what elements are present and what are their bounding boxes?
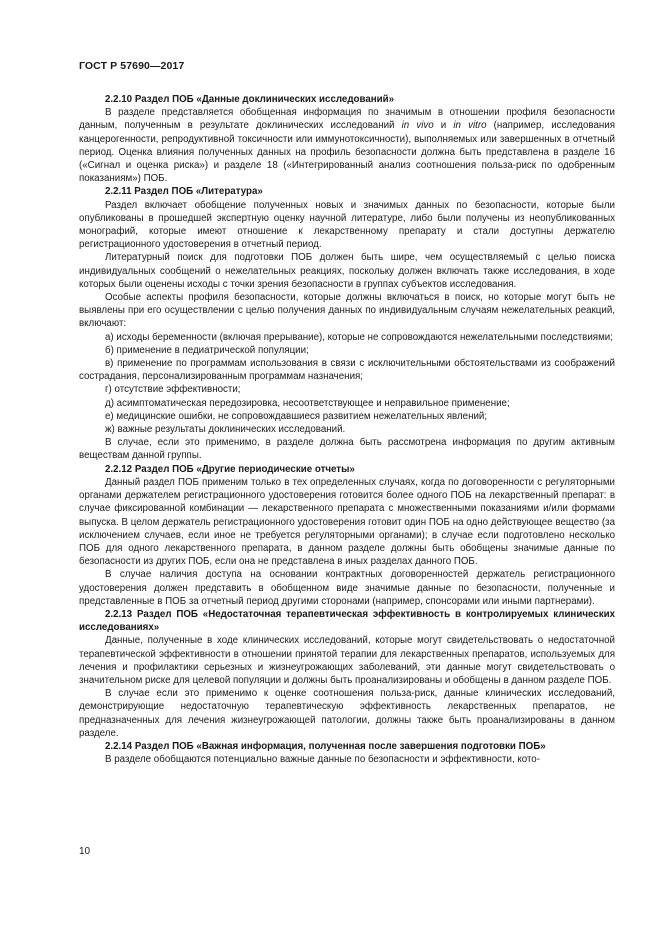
- body-paragraph: Данный раздел ПОБ применим только в тех определенных случаях, когда по договоренности с регуляторными органами держателем регистрационного удостоверения готовится более одного ПОБ на лекарственный препарат: в случае фиксированной комбинации — лекарственного препарата с множественными показаниями и/или формами выпуска. В целом держатель регистрационного удостоверения готовит один ПОБ на одно действующее вещество (за исключением случаев, если иное не требуется регуляторными органами); в случае если подготовлено несколько ПОБ для одного лекарственного препарата, в данном разделе должны быть обобщены значимые данные по безопасности из других ПОБ, если она не представлена в иных разделах данного ПОБ.: [79, 476, 615, 568]
- list-item: б) применение в педиатрической популяции;: [105, 344, 309, 356]
- body-paragraph: В разделе обобщаются потенциально важные данные по безопасности и эффективности, кото-: [105, 754, 540, 766]
- body-paragraph: В случае, если это применимо, в разделе должна быть рассмотрена информация по другим активным веществам данной группы.: [79, 437, 615, 462]
- list-item: а) исходы беременности (включая прерывание), которые не сопровождаются нежелательными последствиями;: [105, 331, 613, 343]
- page-number: 10: [79, 846, 91, 857]
- body-paragraph: Особые аспекты профиля безопасности, которые должны включаться в поиск, но которые могут быть не выявлены при его осуществлении с целью получения данных по индивидуальным случаям нежелательных реакций, включают:: [79, 292, 615, 330]
- list-item: д) асимптоматическая передозировка, несоответствующее и неправильное применение;: [105, 397, 510, 409]
- list-item: ж) важные результаты доклинических исследований.: [105, 424, 346, 436]
- document-body: [79, 93, 615, 766]
- list-item: г) отсутствие эффективности;: [105, 384, 241, 396]
- section-heading-2-2-10: 2.2.10 Раздел ПОБ «Данные доклинических исследований»: [105, 94, 395, 105]
- list-item: в) применение по программам использования в связи с исключительными обстоятельствами из соображений сострадания, персонализированным программам назначения;: [79, 358, 615, 383]
- document-code-header: ГОСТ Р 57690—2017: [79, 60, 185, 72]
- body-paragraph: Литературный поиск для подготовки ПОБ должен быть шире, чем осуществляемый с целью поиска индивидуальных сообщений о нежелательных реакциях, поскольку должен включать также исследования, в ходе которых были оценены исходы с точки зрения безопасности в группах субъектов исследования.: [79, 252, 615, 290]
- body-paragraph: В случае наличия доступа на основании контрактных договоренностей держатель регистрационного удостоверения должен представить в обобщенном виде значимые данные по безопасности, полученные и представленные в ПОБ за отчетный период другими сторонами (например, спонсорами или иными партнерами).: [79, 569, 615, 607]
- section-heading-2-2-13: 2.2.13 Раздел ПОБ «Недостаточная терапевтическая эффективность в контролируемых клинических исследованиях»: [79, 608, 615, 634]
- section-heading-2-2-11: 2.2.11 Раздел ПОБ «Литература»: [105, 186, 263, 198]
- list-item: е) медицинские ошибки, не сопровождавшиеся развитием нежелательных явлений;: [105, 410, 488, 422]
- body-paragraph: В случае если это применимо к оценке соотношения польза-риск, данные клинических исследований, демонстрирующие недостаточную терапевтическую эффективность лекарственных препаратов, не предназначенных для лечения жизнеугрожающей патологии, должны также быть проанализированы в данном разделе.: [79, 688, 615, 739]
- body-paragraph: Раздел включает обобщение полученных новых и значимых данных по безопасности, которые были опубликованы в прошедшей экспертную оценку научной литературе, либо были получены из неопубликованных монографий, которые имеют отношение к лекарственному препарату и стали доступны держателю регистрационного удостоверения в отчетный период.: [79, 199, 615, 251]
- section-heading-2-2-12: 2.2.12 Раздел ПОБ «Другие периодические отчеты»: [105, 463, 355, 475]
- body-paragraph: В разделе представляется обобщенная информация по значимым в отношении профиля безопасности данным, полученным в результате доклинических исследований in vivo и in vitro (например, исследования канцерогенности, репродуктивной токсичности или иммунотоксичности), выполняемых или завершенных в отчетный период. Оценка влияния полученных данных на профиль безопасности должна быть представлена в разделе 16 («Сигнал и оценка риска») и разделе 18 («Интегрированный анализ соотношения польза-риск по одобренным показаниям») ПОБ.: [79, 107, 616, 185]
- section-heading-2-2-14: 2.2.14 Раздел ПОБ «Важная информация, полученная после завершения подготовки ПОБ»: [105, 740, 546, 752]
- body-paragraph: Данные, полученные в ходе клинических исследований, которые могут свидетельствовать о недостаточной терапевтической эффективности в отношении принятой терапии для лекарственных препаратов, используемых для лечения и профилактики серьезных и жизнеугрожающих заболеваний, эти данные могут свидетельствовать о значительном риске для целевой популяции и должны быть проанализированы и обобщены в данном разделе ПОБ.: [79, 635, 615, 686]
